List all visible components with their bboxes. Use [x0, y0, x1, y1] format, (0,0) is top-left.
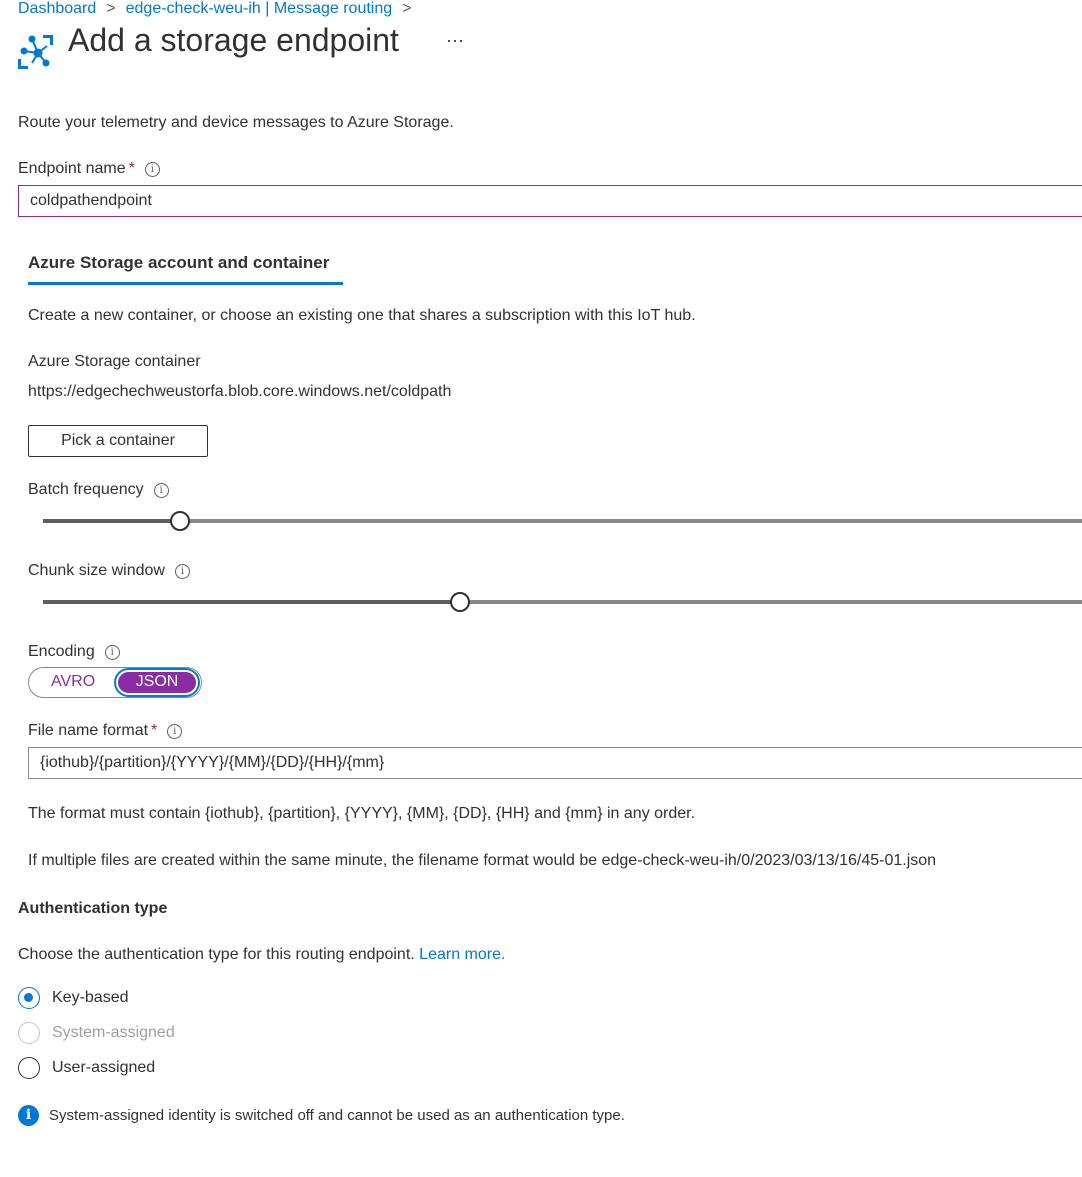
label-text: Chunk size window: [28, 562, 165, 579]
radio-disabled: [18, 1022, 40, 1044]
info-icon[interactable]: i: [175, 564, 190, 579]
slider-thumb[interactable]: [170, 511, 190, 531]
radio-system-assigned: [18, 1022, 175, 1044]
tab-underline: [28, 282, 343, 285]
breadcrumb-dashboard[interactable]: Dashboard: [18, 0, 97, 17]
info-icon[interactable]: i: [145, 162, 160, 177]
label-text: Endpoint name: [18, 160, 126, 177]
learn-more-link[interactable]: Learn more.: [419, 946, 506, 963]
container-label: Azure Storage container: [28, 353, 201, 370]
label-text: Encoding: [28, 643, 95, 660]
info-note-text: System-assigned identity is switched off and cannot be used as an authentication type.: [49, 1107, 625, 1124]
slider-thumb[interactable]: [450, 592, 470, 612]
info-icon[interactable]: i: [167, 724, 182, 739]
more-options-button[interactable]: ···: [446, 30, 464, 50]
format-example: If multiple files are created within the same minute, the filename format would be edge-check-weu-ih/0/2023/03/13/16/45-01.json: [28, 852, 937, 869]
info-icon[interactable]: i: [154, 483, 169, 498]
radio-key-based[interactable]: [18, 987, 129, 1009]
page-title: Add a storage endpoint: [68, 22, 399, 58]
radio-user-assigned[interactable]: [18, 1057, 155, 1079]
radio-label: System-assigned: [52, 1024, 175, 1041]
radio-label: Key-based: [52, 989, 129, 1006]
endpoint-name-input[interactable]: coldpathendpoint: [18, 185, 1082, 217]
page-description: Route your telemetry and device messages to Azure Storage.: [18, 114, 454, 131]
radio-selected[interactable]: [18, 987, 40, 1009]
tab-storage-account[interactable]: Azure Storage account and container: [28, 253, 330, 272]
endpoint-name-label: [18, 160, 160, 178]
slider-fill: [43, 600, 460, 604]
auth-heading: Authentication type: [18, 900, 168, 917]
info-note: [18, 1105, 625, 1126]
required-marker: *: [128, 160, 135, 177]
section-description: Create a new container, or choose an existing one that shares a subscription with this IoT hub.: [28, 307, 696, 324]
encoding-avro[interactable]: AVRO: [51, 673, 96, 690]
label-text: File name format: [28, 722, 149, 739]
breadcrumb-message-routing[interactable]: edge-check-weu-ih | Message routing: [125, 0, 393, 17]
batch-frequency-label: [28, 481, 169, 499]
file-name-format-label: [28, 722, 182, 740]
required-marker: *: [151, 722, 158, 739]
encoding-json[interactable]: JSON: [116, 670, 198, 695]
auth-description: [18, 946, 505, 964]
format-hint: The format must contain {iothub}, {partition}, {YYYY}, {MM}, {DD}, {HH} and {mm} in any order.: [28, 805, 696, 822]
label-text: Batch frequency: [28, 481, 144, 498]
file-name-format-input[interactable]: {iothub}/{partition}/{YYYY}/{MM}/{DD}/{HH}/{mm}: [28, 747, 1082, 779]
breadcrumb: Dashboard > edge-check-weu-ih | Message routing >: [18, 0, 412, 17]
info-filled-icon: i: [18, 1105, 39, 1126]
chunk-size-slider[interactable]: [43, 600, 1082, 604]
message-routing-icon: [18, 33, 56, 71]
radio-unselected[interactable]: [18, 1057, 40, 1079]
encoding-label: [28, 643, 120, 661]
info-icon[interactable]: i: [105, 645, 120, 660]
slider-fill: [43, 519, 180, 523]
pick-container-button[interactable]: Pick a container: [28, 425, 208, 457]
container-url: https://edgechechweustorfa.blob.core.windows.net/coldpath: [28, 383, 452, 400]
batch-frequency-slider[interactable]: [43, 519, 1082, 523]
encoding-toggle[interactable]: [28, 667, 202, 698]
chunk-size-label: [28, 562, 190, 580]
auth-desc-text: Choose the authentication type for this routing endpoint.: [18, 946, 415, 963]
radio-label: User-assigned: [52, 1059, 156, 1076]
